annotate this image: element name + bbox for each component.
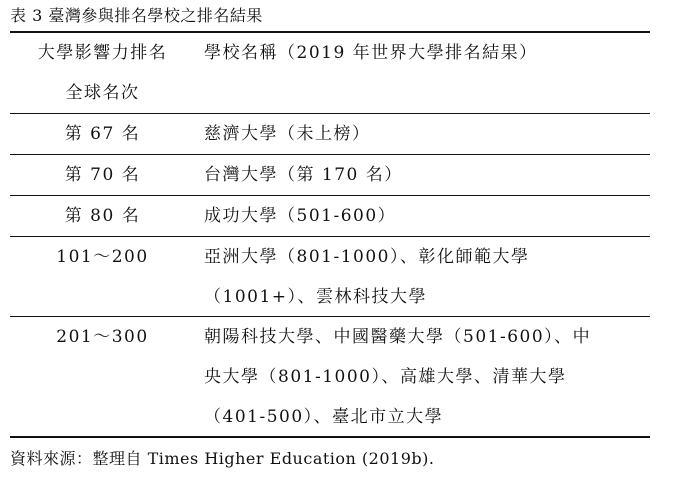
- table-row-5-school-line-2: 央大學（801-1000）、高雄大學、清華大學: [204, 367, 567, 387]
- table-row-5-rank: 201～300: [56, 327, 149, 347]
- table-caption: 表 3 臺灣參與排名學校之排名結果: [10, 6, 263, 25]
- table-row-5-school: [204, 317, 650, 437]
- header-school: 學校名稱（2019 年世界大學排名結果）: [204, 43, 538, 63]
- table-row-3-school: [204, 196, 650, 236]
- table-row-3-rank: 第 80 名: [64, 206, 141, 226]
- table-bottom-rule: [10, 436, 650, 438]
- table-row-4-school-line-2: （1001+）、雲林科技大學: [204, 287, 428, 307]
- source-note: 資料來源：整理自 Times Higher Education (2019b).: [10, 449, 435, 468]
- table-row-4-rank: 101～200: [56, 247, 149, 267]
- table-row-5-school-line-1: 朝陽科技大學、中國醫藥大學（501-600）、中: [204, 327, 592, 347]
- header-rank-line2: 全球名次: [65, 83, 140, 103]
- table-row-1-school-line-1: 慈濟大學（未上榜）: [204, 124, 371, 144]
- table-row-2-school-line-1: 台灣大學（第 170 名）: [204, 165, 403, 185]
- table-row-1-rank: 第 67 名: [64, 124, 141, 144]
- table-row-4-school-line-1: 亞洲大學（801-1000）、彰化師範大學: [204, 247, 530, 267]
- table-row-2-rank: 第 70 名: [64, 165, 141, 185]
- table-row-2-school: [204, 155, 650, 195]
- table-row-5-school-line-3: （401-500）、臺北市立大學: [204, 407, 444, 427]
- table-row-4-school: [204, 237, 650, 317]
- table-row-3-school-line-1: 成功大學（501-600）: [204, 206, 397, 226]
- header-rank-line1: 大學影響力排名: [37, 43, 168, 63]
- table-row-1-school: [204, 114, 650, 154]
